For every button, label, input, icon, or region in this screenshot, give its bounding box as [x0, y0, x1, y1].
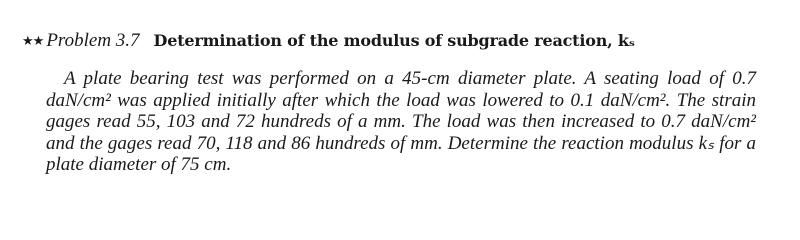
problem-statement-text: A plate bearing test was performed on a 45-cm diameter plate. A seating load of 0.7 daN/cm² was applied initially after which the load was lowered to 0.1 daN/cm². The strain gages read 55, 103 and 72 hundreds of a mm. The load was then increased to 0.7 daN/cm² and the gages read 70, 118 and 86 hundreds of mm. Determine the reaction modulus kₛ for a plate diameter of 75 cm.	[46, 68, 756, 175]
problem-statement	[46, 68, 756, 176]
difficulty-stars-icon: ★★	[22, 34, 44, 49]
problem-number: Problem 3.7	[46, 30, 140, 51]
problem-header	[22, 30, 782, 52]
problem-title: Determination of the modulus of subgrade reaction, kₛ	[153, 31, 635, 50]
